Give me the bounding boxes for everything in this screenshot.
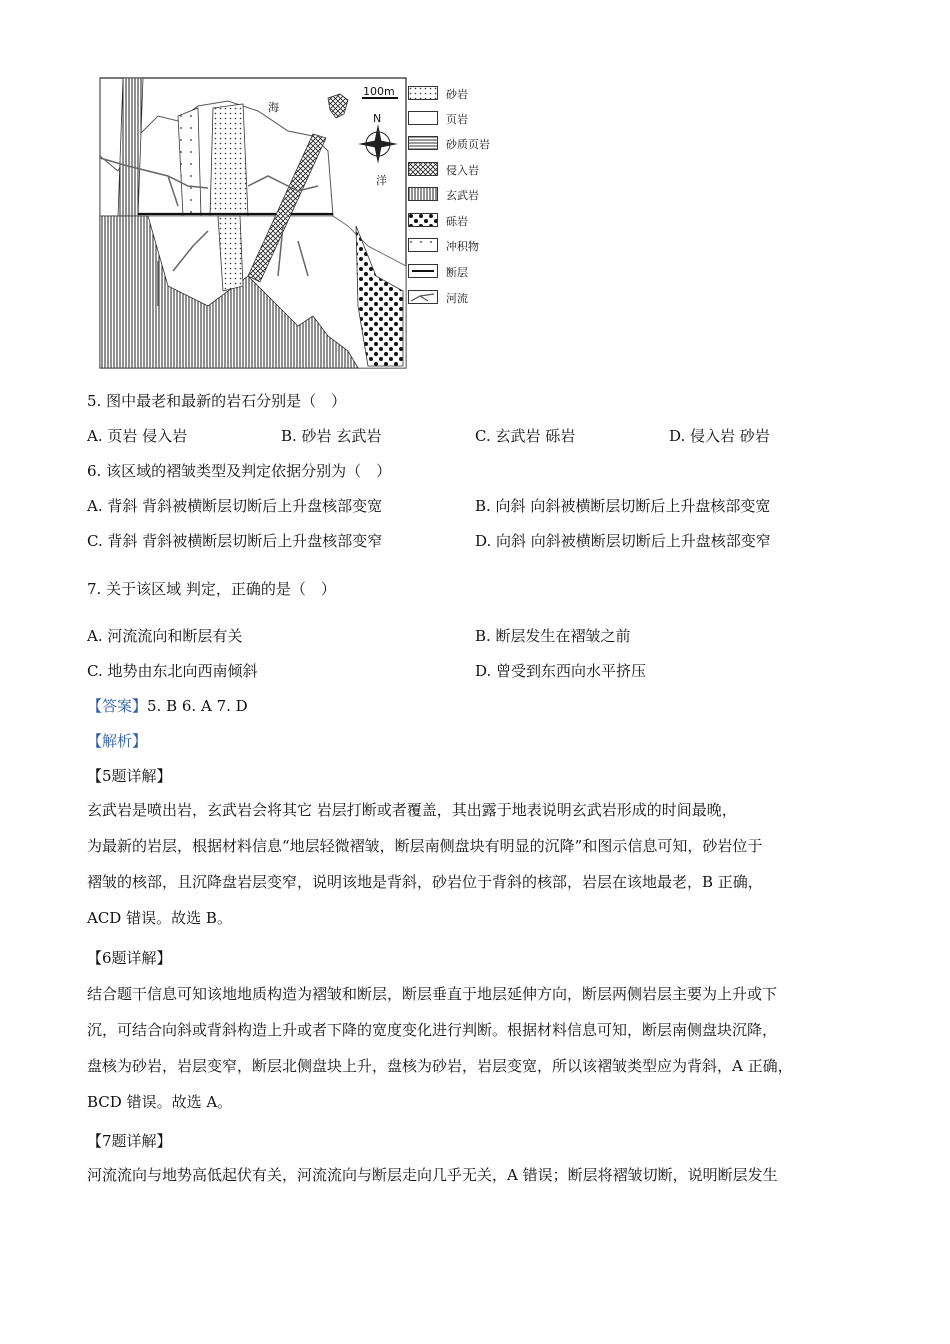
map-legend (408, 80, 518, 310)
q5-option-b: B. 砂岩 玄武岩 (281, 427, 382, 445)
legend-fault: 断层 (408, 262, 518, 282)
d5-body (87, 792, 867, 936)
d6-line: BCD 错误。故选 A。 (87, 1093, 233, 1111)
legend-basalt: 玄武岩 (408, 185, 518, 205)
q6-stem: 6. 该区域的褶皱类型及判定依据分别为（ ） (87, 462, 392, 480)
q7-option-c: C. 地势由东北向西南倾斜 (87, 662, 258, 680)
answer-tag: 【答案】 (87, 697, 148, 715)
d6-line: 沉，可结合向斜或背斜构造上升或者下降的宽度变化进行判断。根据材料信息可知，断层南侧盘块沉降， (87, 1021, 778, 1039)
d5-line: 褶皱的核部，且沉降盘岩层变窄，说明该地是背斜，砂岩位于背斜的核部，岩层在该地最老，B 正确， (87, 873, 763, 891)
q5-option-a: A. 页岩 侵入岩 (87, 427, 188, 445)
d5-line: 为最新的岩层，根据材料信息“地层轻微褶皱，断层南侧盘块有明显的沉降”和图示信息可知，砂岩位于 (87, 837, 763, 855)
d5-line: 玄武岩是喷出岩，玄武岩会将其它 岩层打断或者覆盖，其出露于地表说明玄武岩形成的时间最晚， (87, 801, 737, 819)
q7-stem: 7. 关于该区域 判定，正确的是（ ） (87, 580, 336, 598)
q5-option-c: C. 玄武岩 砾岩 (475, 427, 576, 445)
answer-line (87, 695, 248, 716)
d7-line: 河流流向与地势高低起伏有关，河流流向与断层走向几乎无关，A 错误；断层将褶皱切断，说明断层发生 (87, 1166, 778, 1184)
legend-shale: 页岩 (408, 109, 518, 129)
d6-title: 【6题详解】 (87, 949, 172, 967)
sea-label-1: 海 (268, 101, 279, 114)
q7-option-d: D. 曾受到东西向水平挤压 (475, 662, 647, 680)
geologic-map-drawing (98, 76, 408, 370)
q5-option-d: D. 侵入岩 砂岩 (669, 427, 770, 445)
legend-sandstone: 砂岩 (408, 84, 518, 104)
answer-text: 5. B 6. A 7. D (147, 697, 248, 715)
q6-option-a: A. 背斜 背斜被横断层切断后上升盘核部变宽 (87, 497, 383, 515)
legend-sandy-shale: 砂质页岩 (408, 134, 518, 154)
q6-option-b: B. 向斜 向斜被横断层切断后上升盘核部变宽 (475, 497, 771, 515)
scale-label: 100m (363, 85, 395, 98)
q7-option-b: B. 断层发生在褶皱之前 (475, 627, 631, 645)
d7-body (87, 1157, 867, 1193)
sea-label-2: 洋 (376, 174, 387, 187)
d5-line: ACD 错误。故选 B。 (87, 909, 232, 927)
north-label: N (373, 112, 382, 125)
d6-body (87, 976, 867, 1120)
d6-line: 盘核为砂岩，岩层变窄，断层北侧盘块上升，盘核为砂岩，岩层变宽，所以该褶皱类型应为背斜，A 正确， (87, 1057, 793, 1075)
geologic-map (98, 76, 408, 370)
d7-title: 【7题详解】 (87, 1132, 172, 1150)
legend-conglomerate: 砾岩 (408, 211, 518, 231)
q5-stem: 5. 图中最老和最新的岩石分别是（ ） (87, 392, 347, 410)
q6-option-d: D. 向斜 向斜被横断层切断后上升盘核部变窄 (475, 532, 771, 550)
q6-option-c: C. 背斜 背斜被横断层切断后上升盘核部变窄 (87, 532, 383, 550)
q7-option-a: A. 河流流向和断层有关 (87, 627, 243, 645)
d6-line: 结合题干信息可知该地地质构造为褶皱和断层，断层垂直于地层延伸方向，断层两侧岩层主要为上升或下 (87, 985, 778, 1003)
analysis-tag: 【解析】 (87, 732, 148, 750)
d5-title: 【5题详解】 (87, 767, 172, 785)
legend-river: 河流 (408, 288, 518, 308)
legend-intrusive: 侵入岩 (408, 160, 518, 180)
legend-alluvium: 冲积物 (408, 236, 518, 256)
